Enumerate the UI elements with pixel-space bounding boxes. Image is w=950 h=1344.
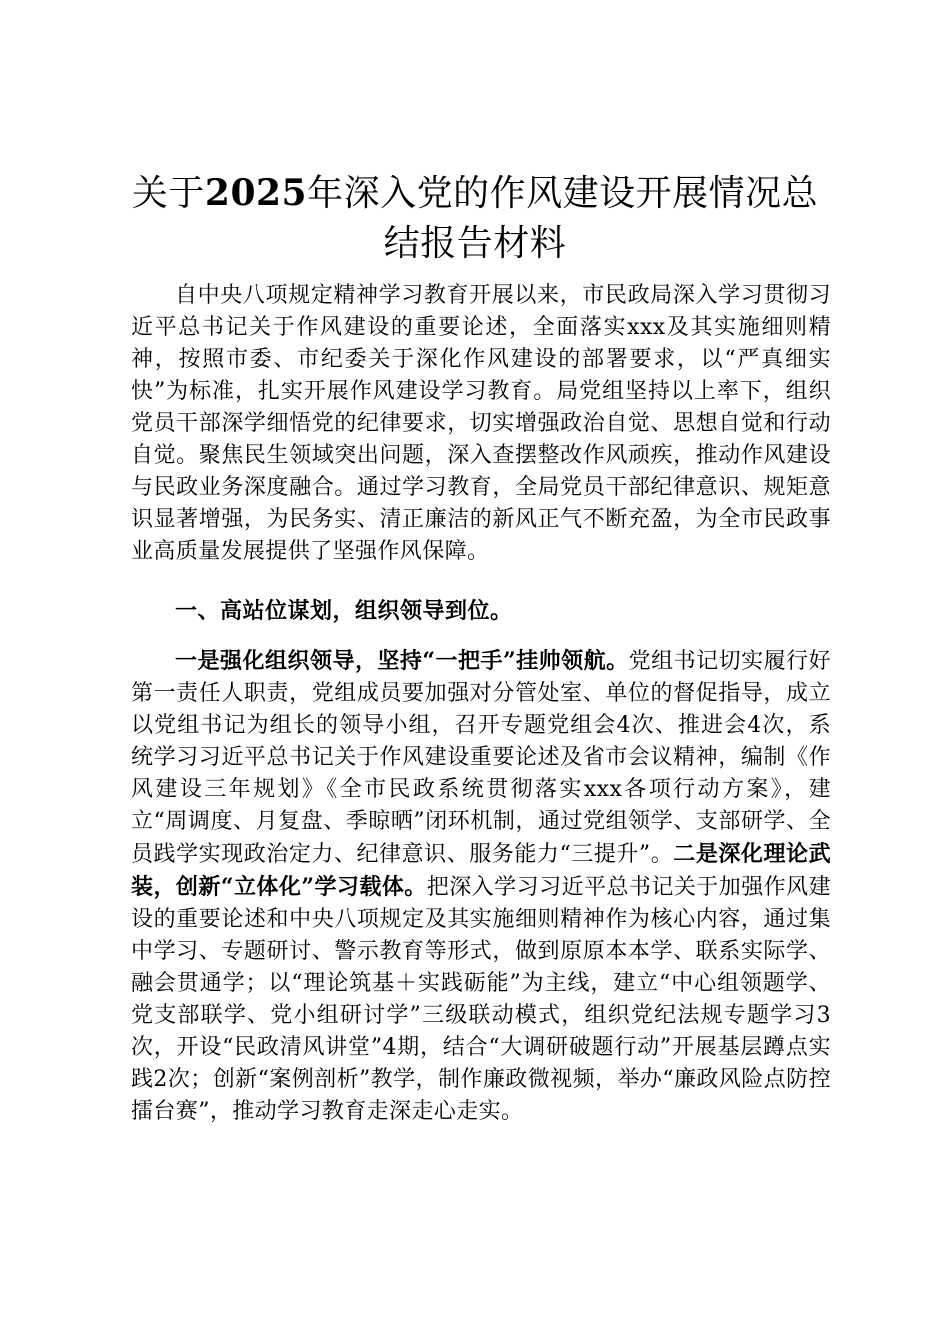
paragraph-text-1: 党组书记切实履行好第一责任人职责，党组成员要加强对分管处室、单位的督促指导，成立以党组书记为组长的领导小组，召开专题党组会4次、推进会4次，系统学习习近平总书记关于作风建设重要论述及省市会议精神，编制《作风建设三年规划》《全市民政系统贯彻落实xxx各项行动方案》，建立“周调度、月复盘、季晾晒”闭环机制，通过党组领学、支部研学、全员践学实现政治定力、纪律意识、服务能力“三提升”。	[131, 649, 831, 867]
document-title	[120, 168, 830, 269]
section-heading: 一、高站位谋划，组织领导到位。	[175, 598, 513, 624]
paragraph-text-2: 把深入学习习近平总书记关于加强作风建设的重要论述和中央八项规定及其实施细则精神作为核心内容，通过集中学习、专题研讨、警示教育等形式，做到原原本本学、联系实际学、融会贯通学；以“理论筑基＋实践砺能”为主线，建立“中心组领题学、党支部联学、党小组研讨学”三级联动模式，组织党纪法规专题学习3次，开设“民政清风讲堂”4期，结合“大调研破题行动”开展基层蹲点实践2次；创新“案例剖析”教学，制作廉政微视频，举办“廉政风险点防控擂台赛”，推动学习教育走深走心走实。	[131, 875, 831, 1124]
intro-paragraph: 自中央八项规定精神学习教育开展以来，市民政局深入学习贯彻习近平总书记关于作风建设的重要论述，全面落实xxx及其实施细则精神，按照市委、市纪委关于深化作风建设的部署要求，以“严真细实快”为标准，扎实开展作风建设学习教育。局党组坚持以上率下，组织党员干部深学细悟党的纪律要求，切实增强政治自觉、思想自觉和行动自觉。聚焦民生领域突出问题，深入查摆整改作风顽疾，推动作风建设与民政业务深度融合。通过学习教育，全局党员干部纪律意识、规矩意识显著增强，为民务实、清正廉洁的新风正气不断充盈，为全市民政事业高质量发展提供了坚强作风保障。	[131, 283, 831, 564]
lead-sentence-2: 二是深化理论武装，创新“立体化”学习载体。	[131, 841, 831, 900]
title-prefix: 关于	[131, 173, 205, 214]
title-rest: 年深入党的作风建设开展情况总结报告材料	[307, 173, 819, 264]
lead-sentence-1: 一是强化组织领导，坚持“一把手”挂帅领航。	[175, 648, 629, 674]
title-year: 2025	[204, 172, 308, 214]
section-paragraph	[131, 645, 831, 1128]
